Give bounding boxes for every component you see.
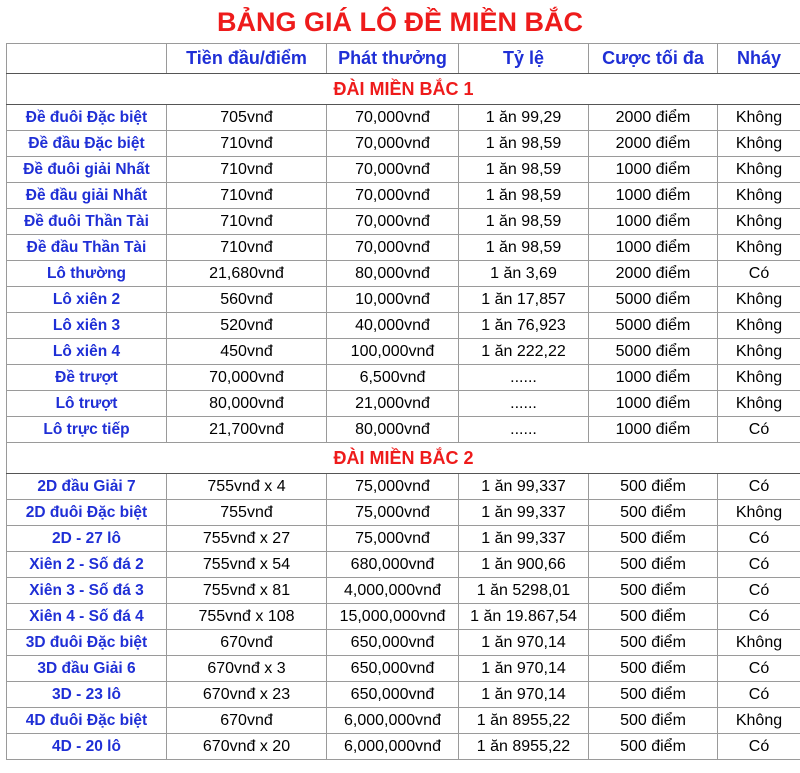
ratio-cell: 1 ăn 5298,01 <box>459 578 589 604</box>
bet-type-cell: Lô thường <box>7 261 167 287</box>
ratio-cell: 1 ăn 970,14 <box>459 682 589 708</box>
table-row <box>7 287 800 313</box>
stake-per-point-cell: 450vnđ <box>167 339 327 365</box>
multi-hit-cell: Không <box>718 131 800 157</box>
table-row <box>7 183 800 209</box>
max-bet-cell: 500 điểm <box>589 734 718 760</box>
bet-type-cell: Xiên 4 - Số đá 4 <box>7 604 167 630</box>
table-row <box>7 417 800 443</box>
multi-hit-cell: Không <box>718 235 800 261</box>
stake-per-point-cell: 705vnđ <box>167 105 327 131</box>
table-body <box>7 74 800 760</box>
multi-hit-cell: Có <box>718 474 800 500</box>
ratio-cell: 1 ăn 17,857 <box>459 287 589 313</box>
multi-hit-cell: Có <box>718 417 800 443</box>
payout-cell: 80,000vnđ <box>327 261 459 287</box>
payout-cell: 70,000vnđ <box>327 157 459 183</box>
payout-cell: 40,000vnđ <box>327 313 459 339</box>
section-header-row <box>7 74 800 105</box>
table-row <box>7 526 800 552</box>
max-bet-cell: 500 điểm <box>589 474 718 500</box>
payout-cell: 680,000vnđ <box>327 552 459 578</box>
table-row <box>7 391 800 417</box>
ratio-cell: 1 ăn 99,337 <box>459 526 589 552</box>
payout-cell: 80,000vnđ <box>327 417 459 443</box>
payout-cell: 70,000vnđ <box>327 209 459 235</box>
bet-type-cell: 3D - 23 lô <box>7 682 167 708</box>
ratio-cell: 1 ăn 970,14 <box>459 656 589 682</box>
table-row <box>7 656 800 682</box>
payout-cell: 10,000vnđ <box>327 287 459 313</box>
bet-type-cell: Đề đuôi giải Nhất <box>7 157 167 183</box>
table-row <box>7 734 800 760</box>
multi-hit-cell: Có <box>718 734 800 760</box>
max-bet-cell: 5000 điểm <box>589 287 718 313</box>
stake-per-point-cell: 670vnđ x 20 <box>167 734 327 760</box>
max-bet-cell: 1000 điểm <box>589 209 718 235</box>
max-bet-cell: 500 điểm <box>589 552 718 578</box>
stake-per-point-cell: 755vnđ x 108 <box>167 604 327 630</box>
bet-type-cell: Lô trượt <box>7 391 167 417</box>
ratio-cell: 1 ăn 8955,22 <box>459 734 589 760</box>
multi-hit-cell: Không <box>718 183 800 209</box>
ratio-cell: 1 ăn 98,59 <box>459 131 589 157</box>
ratio-cell: 1 ăn 900,66 <box>459 552 589 578</box>
bet-type-cell: Lô xiên 3 <box>7 313 167 339</box>
stake-per-point-cell: 755vnđ x 81 <box>167 578 327 604</box>
bet-type-cell: Lô trực tiếp <box>7 417 167 443</box>
stake-per-point-cell: 755vnđ x 4 <box>167 474 327 500</box>
max-bet-cell: 500 điểm <box>589 656 718 682</box>
table-row <box>7 209 800 235</box>
multi-hit-cell: Không <box>718 313 800 339</box>
payout-cell: 650,000vnđ <box>327 656 459 682</box>
stake-per-point-cell: 670vnđ x 3 <box>167 656 327 682</box>
stake-per-point-cell: 80,000vnđ <box>167 391 327 417</box>
table-row <box>7 552 800 578</box>
payout-cell: 70,000vnđ <box>327 105 459 131</box>
bet-type-cell: Xiên 3 - Số đá 3 <box>7 578 167 604</box>
max-bet-cell: 1000 điểm <box>589 365 718 391</box>
max-bet-cell: 1000 điểm <box>589 235 718 261</box>
payout-cell: 75,000vnđ <box>327 526 459 552</box>
payout-cell: 75,000vnđ <box>327 474 459 500</box>
header-payout: Phát thưởng <box>327 44 459 74</box>
stake-per-point-cell: 670vnđ <box>167 630 327 656</box>
max-bet-cell: 1000 điểm <box>589 183 718 209</box>
multi-hit-cell: Không <box>718 105 800 131</box>
ratio-cell: 1 ăn 3,69 <box>459 261 589 287</box>
max-bet-cell: 500 điểm <box>589 500 718 526</box>
stake-per-point-cell: 21,680vnđ <box>167 261 327 287</box>
multi-hit-cell: Có <box>718 604 800 630</box>
ratio-cell: 1 ăn 98,59 <box>459 157 589 183</box>
bet-type-cell: Đề đầu Thần Tài <box>7 235 167 261</box>
ratio-cell: 1 ăn 76,923 <box>459 313 589 339</box>
multi-hit-cell: Không <box>718 500 800 526</box>
stake-per-point-cell: 21,700vnđ <box>167 417 327 443</box>
bet-type-cell: Đề trượt <box>7 365 167 391</box>
bet-type-cell: Xiên 2 - Số đá 2 <box>7 552 167 578</box>
multi-hit-cell: Không <box>718 339 800 365</box>
max-bet-cell: 2000 điểm <box>589 131 718 157</box>
header-multi-hit: Nháy <box>718 44 800 74</box>
max-bet-cell: 500 điểm <box>589 630 718 656</box>
ratio-cell: 1 ăn 99,29 <box>459 105 589 131</box>
ratio-cell: ...... <box>459 391 589 417</box>
bet-type-cell: Đề đuôi Thần Tài <box>7 209 167 235</box>
stake-per-point-cell: 70,000vnđ <box>167 365 327 391</box>
header-ratio: Tỷ lệ <box>459 44 589 74</box>
ratio-cell: 1 ăn 99,337 <box>459 500 589 526</box>
header-row <box>7 44 800 74</box>
section-title: ĐÀI MIỀN BẮC 2 <box>7 443 800 474</box>
max-bet-cell: 500 điểm <box>589 578 718 604</box>
payout-cell: 21,000vnđ <box>327 391 459 417</box>
max-bet-cell: 2000 điểm <box>589 261 718 287</box>
header-max-bet: Cược tối đa <box>589 44 718 74</box>
max-bet-cell: 1000 điểm <box>589 157 718 183</box>
table-row <box>7 500 800 526</box>
bet-type-cell: 4D đuôi Đặc biệt <box>7 708 167 734</box>
max-bet-cell: 1000 điểm <box>589 391 718 417</box>
price-table <box>6 43 800 760</box>
stake-per-point-cell: 710vnđ <box>167 131 327 157</box>
table-row <box>7 365 800 391</box>
multi-hit-cell: Có <box>718 552 800 578</box>
max-bet-cell: 500 điểm <box>589 682 718 708</box>
table-row <box>7 313 800 339</box>
header-empty <box>7 44 167 74</box>
page-title: BẢNG GIÁ LÔ ĐỀ MIỀN BẮC <box>216 7 583 37</box>
payout-cell: 6,000,000vnđ <box>327 734 459 760</box>
section-title: ĐÀI MIỀN BẮC 1 <box>7 74 800 105</box>
ratio-cell: 1 ăn 222,22 <box>459 339 589 365</box>
multi-hit-cell: Có <box>718 261 800 287</box>
payout-cell: 4,000,000vnđ <box>327 578 459 604</box>
max-bet-cell: 1000 điểm <box>589 417 718 443</box>
stake-per-point-cell: 710vnđ <box>167 157 327 183</box>
table-row <box>7 708 800 734</box>
stake-per-point-cell: 670vnđ x 23 <box>167 682 327 708</box>
table-row <box>7 235 800 261</box>
table-row <box>7 630 800 656</box>
payout-cell: 75,000vnđ <box>327 500 459 526</box>
table-row <box>7 131 800 157</box>
multi-hit-cell: Không <box>718 708 800 734</box>
payout-cell: 70,000vnđ <box>327 183 459 209</box>
ratio-cell: ...... <box>459 417 589 443</box>
bet-type-cell: 2D đuôi Đặc biệt <box>7 500 167 526</box>
multi-hit-cell: Có <box>718 682 800 708</box>
section-header-row <box>7 443 800 474</box>
max-bet-cell: 500 điểm <box>589 526 718 552</box>
bet-type-cell: 3D đuôi Đặc biệt <box>7 630 167 656</box>
bet-type-cell: Đề đầu Đặc biệt <box>7 131 167 157</box>
payout-cell: 15,000,000vnđ <box>327 604 459 630</box>
multi-hit-cell: Có <box>718 526 800 552</box>
table-row <box>7 105 800 131</box>
payout-cell: 650,000vnđ <box>327 630 459 656</box>
bet-type-cell: Đề đầu giải Nhất <box>7 183 167 209</box>
table-row <box>7 157 800 183</box>
multi-hit-cell: Không <box>718 391 800 417</box>
max-bet-cell: 5000 điểm <box>589 313 718 339</box>
max-bet-cell: 500 điểm <box>589 708 718 734</box>
bet-type-cell: 4D - 20 lô <box>7 734 167 760</box>
stake-per-point-cell: 710vnđ <box>167 209 327 235</box>
ratio-cell: ...... <box>459 365 589 391</box>
multi-hit-cell: Không <box>718 630 800 656</box>
table-row <box>7 261 800 287</box>
header-stake-per-point: Tiền đầu/điểm <box>167 44 327 74</box>
multi-hit-cell: Không <box>718 157 800 183</box>
table-row <box>7 604 800 630</box>
ratio-cell: 1 ăn 970,14 <box>459 630 589 656</box>
ratio-cell: 1 ăn 98,59 <box>459 209 589 235</box>
table-row <box>7 474 800 500</box>
multi-hit-cell: Không <box>718 287 800 313</box>
stake-per-point-cell: 520vnđ <box>167 313 327 339</box>
stake-per-point-cell: 710vnđ <box>167 235 327 261</box>
max-bet-cell: 2000 điểm <box>589 105 718 131</box>
bet-type-cell: Đề đuôi Đặc biệt <box>7 105 167 131</box>
bet-type-cell: 2D đầu Giải 7 <box>7 474 167 500</box>
max-bet-cell: 500 điểm <box>589 604 718 630</box>
multi-hit-cell: Không <box>718 209 800 235</box>
payout-cell: 6,000,000vnđ <box>327 708 459 734</box>
multi-hit-cell: Có <box>718 578 800 604</box>
max-bet-cell: 5000 điểm <box>589 339 718 365</box>
ratio-cell: 1 ăn 8955,22 <box>459 708 589 734</box>
bet-type-cell: Lô xiên 2 <box>7 287 167 313</box>
ratio-cell: 1 ăn 99,337 <box>459 474 589 500</box>
stake-per-point-cell: 670vnđ <box>167 708 327 734</box>
stake-per-point-cell: 710vnđ <box>167 183 327 209</box>
multi-hit-cell: Có <box>718 656 800 682</box>
bet-type-cell: 3D đầu Giải 6 <box>7 656 167 682</box>
ratio-cell: 1 ăn 19.867,54 <box>459 604 589 630</box>
bet-type-cell: 2D - 27 lô <box>7 526 167 552</box>
payout-cell: 6,500vnđ <box>327 365 459 391</box>
stake-per-point-cell: 560vnđ <box>167 287 327 313</box>
ratio-cell: 1 ăn 98,59 <box>459 235 589 261</box>
payout-cell: 100,000vnđ <box>327 339 459 365</box>
table-row <box>7 682 800 708</box>
table-row <box>7 339 800 365</box>
payout-cell: 70,000vnđ <box>327 235 459 261</box>
table-row <box>7 578 800 604</box>
ratio-cell: 1 ăn 98,59 <box>459 183 589 209</box>
stake-per-point-cell: 755vnđ x 54 <box>167 552 327 578</box>
multi-hit-cell: Không <box>718 365 800 391</box>
bet-type-cell: Lô xiên 4 <box>7 339 167 365</box>
stake-per-point-cell: 755vnđ <box>167 500 327 526</box>
payout-cell: 650,000vnđ <box>327 682 459 708</box>
payout-cell: 70,000vnđ <box>327 131 459 157</box>
stake-per-point-cell: 755vnđ x 27 <box>167 526 327 552</box>
